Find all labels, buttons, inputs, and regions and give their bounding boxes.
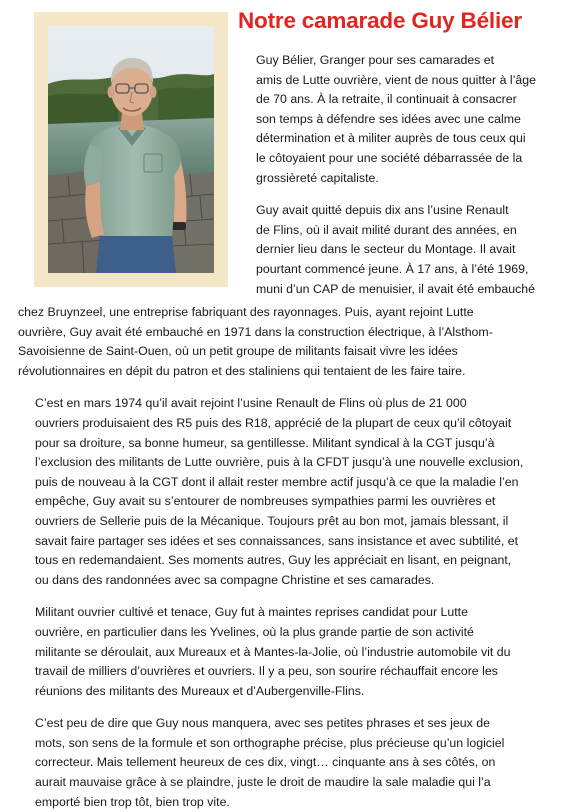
text-line: révolutionnaires en dépit du patron et des staliniens qui tentaient de les faire taire. <box>18 363 466 378</box>
text-line: empêche, Guy avait su s’entourer de nombreuses sympathies parmi les ouvrières et <box>35 494 496 509</box>
portrait-photo <box>48 26 214 273</box>
text-line: dernier lieu dans le secteur du Montage. Il avait <box>256 242 516 257</box>
text-line: mots, son sens de la formule et son orthographe précise, plus précieuse qu’un logiciel <box>35 735 505 750</box>
paragraph-4 <box>18 603 546 701</box>
text-line: C’est en mars 1974 qu’il avait rejoint l’usine Renault de Flins où plus de 21 000 <box>35 396 467 411</box>
text-line: Guy Bélier, Granger pour ses camarades et <box>256 53 495 67</box>
text-line: son temps à défendre ses idées avec une calme <box>256 111 521 126</box>
text-line: Militant ouvrier cultivé et tenace, Guy fut à maintes reprises candidat pour Lutte <box>35 605 468 620</box>
paragraph-2-continuation <box>18 303 546 381</box>
text-line: détermination et à militer auprès de tous ceux qui <box>256 131 526 146</box>
text-line: correcteur. Mais tellement heureux de ces dix, vingt… cinquante ans à ses côtés, on <box>35 755 496 770</box>
text-line: C’est peu de dire que Guy nous manquera, avec ses petites phrases et ses jeux de <box>35 716 490 731</box>
article-title: Notre camarade Guy Bélier <box>238 8 522 33</box>
text-line: pourtant commencé jeune. À 17 ans, à l’été 1969, <box>256 261 529 276</box>
text-line: muni d’un CAP de menuisier, il avait été embauché <box>256 281 536 296</box>
paragraph-3 <box>18 394 546 590</box>
portrait-photo-frame <box>34 12 228 287</box>
paragraph-2-start <box>239 201 551 299</box>
text-line: l’exclusion des militants de Lutte ouvrière, puis à la CFDT jusqu’à une nouvelle exclusion, <box>35 455 524 470</box>
text-line: de Flins, où il avait milité durant des années, en <box>256 222 517 237</box>
text-line: de 70 ans. À la retraite, il continuait à consacrer <box>256 92 517 107</box>
text-line: Savoisienne de Saint-Ouen, où un petit groupe de militants faisait vivre les idées <box>18 344 458 359</box>
text-line: amis de Lutte ouvrière, vient de nous quitter à l’âge <box>256 72 536 87</box>
text-line: puis de nouveau à la CGT dont il allait rester membre actif jusqu’à ce que la maladie l’en <box>35 474 519 489</box>
text-line: ou dans des randonnées avec sa compagne Christine et ses camarades. <box>35 572 435 587</box>
text-line: savait faire partager ses idées et ses connaissances, sans insistance et avec subtilité, et <box>35 533 519 548</box>
text-line: travail de milliers d’ouvrières et ouvriers. Il y a peu, son sourire réchauffait encore les <box>35 664 498 679</box>
text-line: chez Bruynzeel, une entreprise fabriquant des rayonnages. Puis, ayant rejoint Lutte <box>18 305 474 319</box>
text-line: le côtoyaient pour une société débarrassée de la <box>256 150 523 165</box>
text-line: ouvriers produisaient des R5 puis des R18, apprécié de la plupart de ceux qu’il côtoyait <box>35 415 512 430</box>
text-line: Guy avait quitté depuis dix ans l’usine Renault <box>256 203 509 218</box>
text-line: ouvrière, Guy avait été embauché en 1971 dans la construction électrique, à l’Alsthom- <box>18 324 493 339</box>
text-line: aurait mauvaise grâce à se plaindre, juste le droit de maudire la sale maladie qui l’a <box>35 775 491 790</box>
text-line: grossièreté capitaliste. <box>256 170 379 185</box>
text-line: réunions des militants des Mureaux et d’Aubergenville-Flins. <box>35 683 365 698</box>
text-line: pour sa droiture, sa bonne humeur, sa gentillesse. Militant syndical à la CGT jusqu’à <box>35 435 495 450</box>
text-line: emporté bien trop tôt, bien trop vite. <box>35 794 230 809</box>
text-line: ouvrière, en particulier dans les Yvelines, où la plus grande partie de son activité <box>35 624 474 639</box>
text-line: militante se déroulait, aux Mureaux et à Mantes-la-Jolie, où l’industrie automobile vit du <box>35 644 511 659</box>
text-line: tous en redemandaient. Ses moments autres, Guy les appréciait en lisant, en peignant, <box>35 553 512 568</box>
article-intro-column <box>239 51 551 299</box>
text-line: ouvriers de Sellerie puis de la Mécanique. Toujours prêt au bon mot, jamais blessant, il <box>35 513 509 528</box>
paragraph-5 <box>18 714 546 812</box>
article-body <box>18 303 546 812</box>
paragraph-1 <box>239 51 551 188</box>
